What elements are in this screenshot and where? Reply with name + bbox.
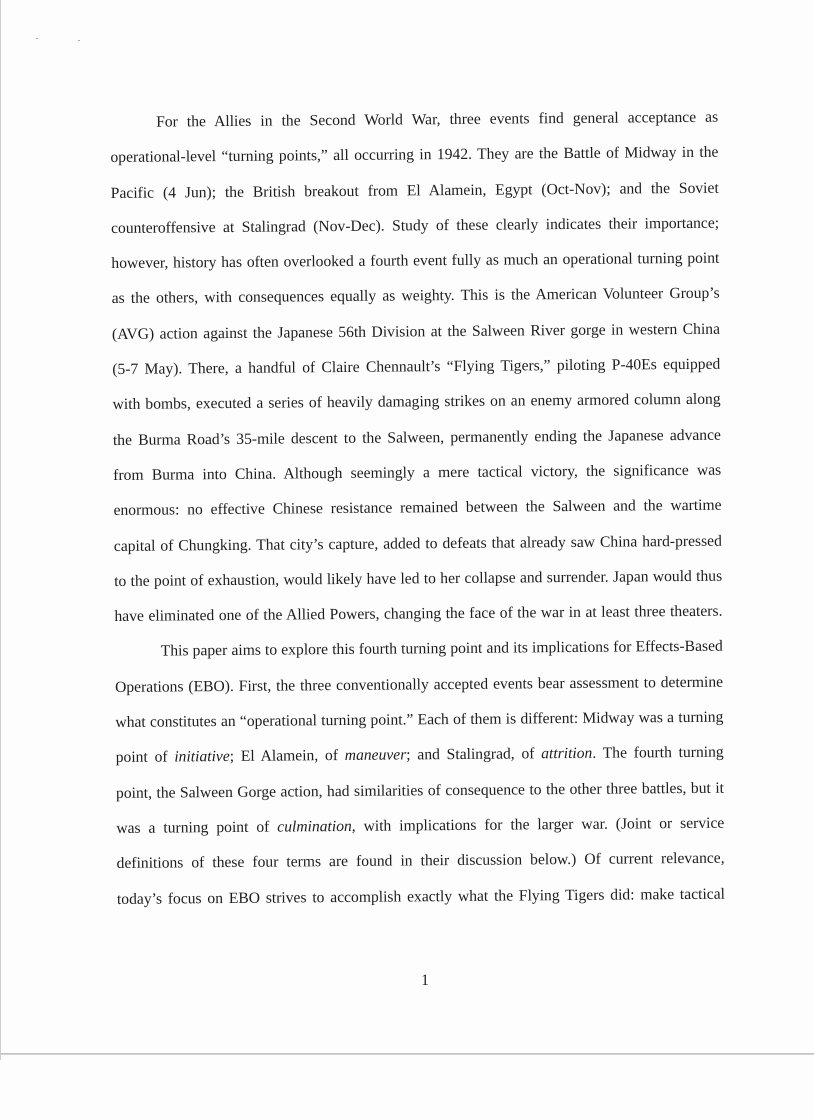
text-line: (5-7 May). There, a handful of Claire Chennault’s “Flying Tigers,” piloting P-40Es equipped	[112, 355, 721, 379]
emphasized-term: attrition	[541, 745, 593, 763]
text-line: however, history has often overlooked a fourth event fully as much an operational turning point	[111, 249, 720, 273]
scan-speck	[78, 40, 80, 41]
text-line: counteroffensive at Stalingrad (Nov-Dec). Study of these clearly indicates their importance;	[111, 214, 720, 237]
body-text	[110, 100, 725, 917]
text-line: Pacific (4 Jun); the British breakout from El Alamein, Egypt (Oct-Nov); and the Soviet	[110, 179, 719, 202]
emphasized-term: maneuver	[344, 746, 407, 765]
text-line: (AVG) action against the Japanese 56th Division at the Salween River gorge in western China	[111, 320, 721, 343]
text-line: point of initiative; El Alamein, of maneuver; and Stalingrad, of attrition. The fourth turning	[115, 744, 724, 767]
text-line: capital of Chungking. That city’s capture, added to defeats that already saw China hard-pressed	[113, 532, 722, 555]
text-line: Operations (EBO). First, the three conventionally accepted events bear assessment to determine	[115, 673, 724, 696]
paragraph-2	[115, 629, 725, 917]
text-line: operational-level “turning points,” all occurring in 1942. They are the Battle of Midway in the	[110, 143, 719, 167]
text-line: to the point of exhaustion, would likely have led to her collapse and surrender. Japan would thus	[114, 567, 723, 590]
page-left-edge	[0, 0, 1, 1060]
emphasized-term: culmination	[277, 817, 352, 836]
text-line: For the Allies in the Second World War, three events find general acceptance as	[156, 108, 719, 131]
text-line: with bombs, executed a series of heavily damaging strikes on an enemy armored column along	[112, 391, 721, 414]
text-line: from Burma into China. Although seemingly a mere tactical victory, the significance was	[113, 461, 722, 484]
text-line: definitions of these four terms are found in their discussion below.) Of current relevance,	[116, 849, 725, 873]
text-line: point, the Salween Gorge action, had similarities of consequence to the other three battles, but it	[115, 779, 725, 802]
text-line: today’s focus on EBO strives to accomplish exactly what the Flying Tigers did: make tactical	[116, 885, 725, 908]
page-number: 1	[421, 972, 429, 989]
scan-speck	[36, 38, 38, 39]
text-line: have eliminated one of the Allied Powers, changing the face of the war in at least three theaters.	[114, 602, 723, 626]
text-line: as the others, with consequences equally as weighty. This is the American Volunteer Group’s	[111, 285, 720, 308]
text-line: This paper aims to explore this fourth turning point and its implications for Effects-Based	[160, 638, 723, 661]
text-line: the Burma Road’s 35-mile descent to the Salween, permanently ending the Japanese advance	[112, 426, 721, 449]
emphasized-term: initiative	[174, 748, 230, 766]
paragraph-1	[110, 100, 723, 635]
text-line: was a turning point of culmination, with implications for the larger war. (Joint or service	[116, 814, 725, 837]
page-bottom-edge	[0, 1053, 814, 1055]
text-line: enormous: no effective Chinese resistance remained between the Salween and the wartime	[113, 496, 722, 520]
text-line: what constitutes an “operational turning point.” Each of them is different: Midway was a turning	[115, 708, 724, 732]
